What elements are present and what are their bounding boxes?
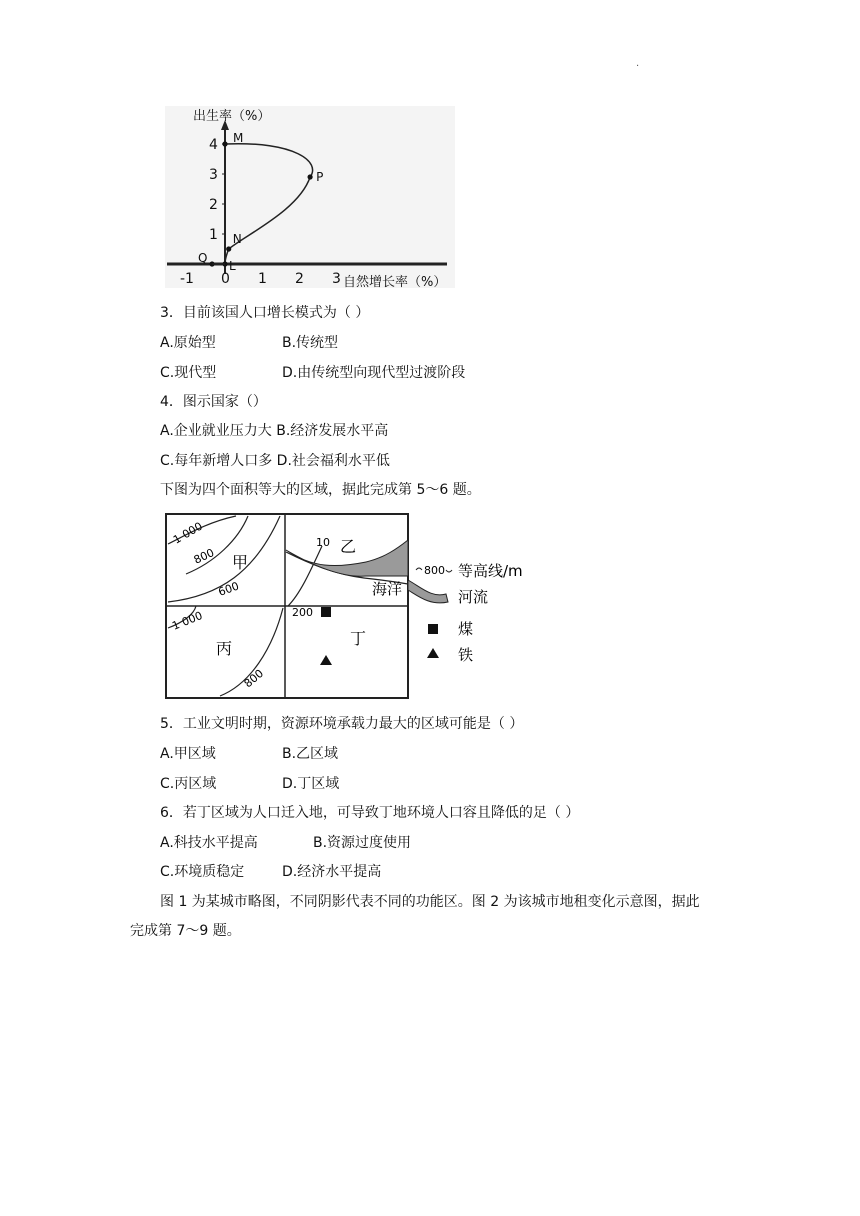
q5-option-a[interactable]: A.甲区域 — [160, 746, 216, 762]
intro-7-9-line2: 完成第 7～9 题。 — [130, 923, 241, 939]
y-tick-label: 1 — [209, 227, 218, 243]
y-tick-label: 3 — [209, 167, 218, 183]
contour-label-10: 10 — [316, 536, 330, 549]
y-axis-label: 出生率（%） — [193, 109, 271, 124]
q6-option-a[interactable]: A.科技水平提高 — [160, 835, 258, 851]
q3-option-b[interactable]: B.传统型 — [282, 335, 339, 351]
q5-option-c[interactable]: C.丙区域 — [160, 776, 217, 792]
q6-option-d[interactable]: D.经济水平提高 — [282, 864, 382, 880]
q5-option-b[interactable]: B.乙区域 — [282, 746, 339, 762]
point-label-M: M — [233, 131, 244, 145]
legend-contour-value: 800 — [424, 564, 445, 577]
region-label-jia: 甲 — [232, 553, 249, 572]
q6-option-c[interactable]: C.环境质稳定 — [160, 864, 245, 880]
contour-label-200: 200 — [292, 606, 313, 619]
q5-option-d[interactable]: D.丁区域 — [282, 776, 340, 792]
x-tick-label: 3 — [332, 271, 341, 287]
y-tick-label: 2 — [209, 197, 218, 213]
q5-stem: 5．工业文明时期，资源环境承载力最大的区域可能是（ ） — [160, 716, 524, 732]
q6-stem: 6．若丁区域为人口迁入地，可导致丁地环境人口容且降低的足（ ） — [160, 805, 580, 821]
y-tick-label: 4 — [209, 137, 218, 153]
q3-option-a[interactable]: A.原始型 — [160, 335, 216, 351]
legend-iron-icon — [427, 648, 439, 658]
x-axis-label: 自然增长率（%） — [343, 275, 447, 290]
header-mark: . — [636, 58, 640, 69]
population-chart — [165, 106, 465, 292]
region-label-bing: 丙 — [216, 639, 233, 658]
point-label-N: N — [232, 232, 242, 246]
x-tick-label: 2 — [295, 271, 304, 287]
legend-river-text: 河流 — [458, 588, 489, 606]
q4-stem: 4．图示国家（） — [160, 394, 267, 410]
region-map — [160, 510, 540, 704]
q4-options-ab[interactable]: A.企业就业压力大 B.经济发展水平高 — [160, 423, 389, 439]
sea-label: 海洋 — [372, 580, 403, 598]
point-N — [226, 246, 231, 251]
x-tick-label: -1 — [180, 271, 194, 287]
region-label-yi: 乙 — [340, 537, 357, 556]
point-M — [222, 141, 227, 146]
contour-label-600: 600 — [216, 579, 241, 599]
point-label-L: L — [229, 259, 236, 273]
river-outflow — [408, 580, 448, 603]
q3-stem: 3．目前该国人口增长模式为（ ） — [160, 305, 370, 321]
coal-symbol — [321, 607, 331, 617]
contour-label-800-a: 800 — [191, 546, 217, 567]
legend-coal-icon — [428, 624, 438, 634]
q4-options-cd[interactable]: C.每年新增人口多 D.社会福利水平低 — [160, 453, 390, 469]
q3-option-c[interactable]: C.现代型 — [160, 365, 217, 381]
q3-option-d[interactable]: D.由传统型向现代型过渡阶段 — [282, 365, 466, 381]
legend-coal-text: 煤 — [458, 620, 474, 638]
contour-label-1000-a: 1 000 — [171, 519, 205, 547]
region-label-ding: 丁 — [350, 629, 367, 648]
legend-contour-text: 等高线/m — [458, 562, 523, 580]
x-tick-label: 0 — [221, 271, 230, 287]
intro-5-6: 下图为四个面积等大的区域，据此完成第 5～6 题。 — [160, 482, 481, 498]
q6-option-b[interactable]: B.资源过度使用 — [313, 835, 412, 851]
contour-label-1000-b: 1 000 — [170, 608, 205, 633]
contour-label-800-b: 800 — [241, 666, 267, 691]
legend-contour-swirl-left — [416, 568, 422, 570]
point-P — [308, 174, 313, 179]
legend-contour-swirl-right — [446, 570, 452, 572]
point-label-P: P — [316, 170, 324, 184]
legend-iron-text: 铁 — [458, 646, 474, 664]
intro-7-9-line1: 图 1 为某城市略图，不同阴影代表不同的功能区。图 2 为该城市地租变化示意图，据此 — [160, 894, 700, 910]
point-label-Q: Q — [198, 251, 208, 265]
x-tick-label: 1 — [258, 271, 267, 287]
